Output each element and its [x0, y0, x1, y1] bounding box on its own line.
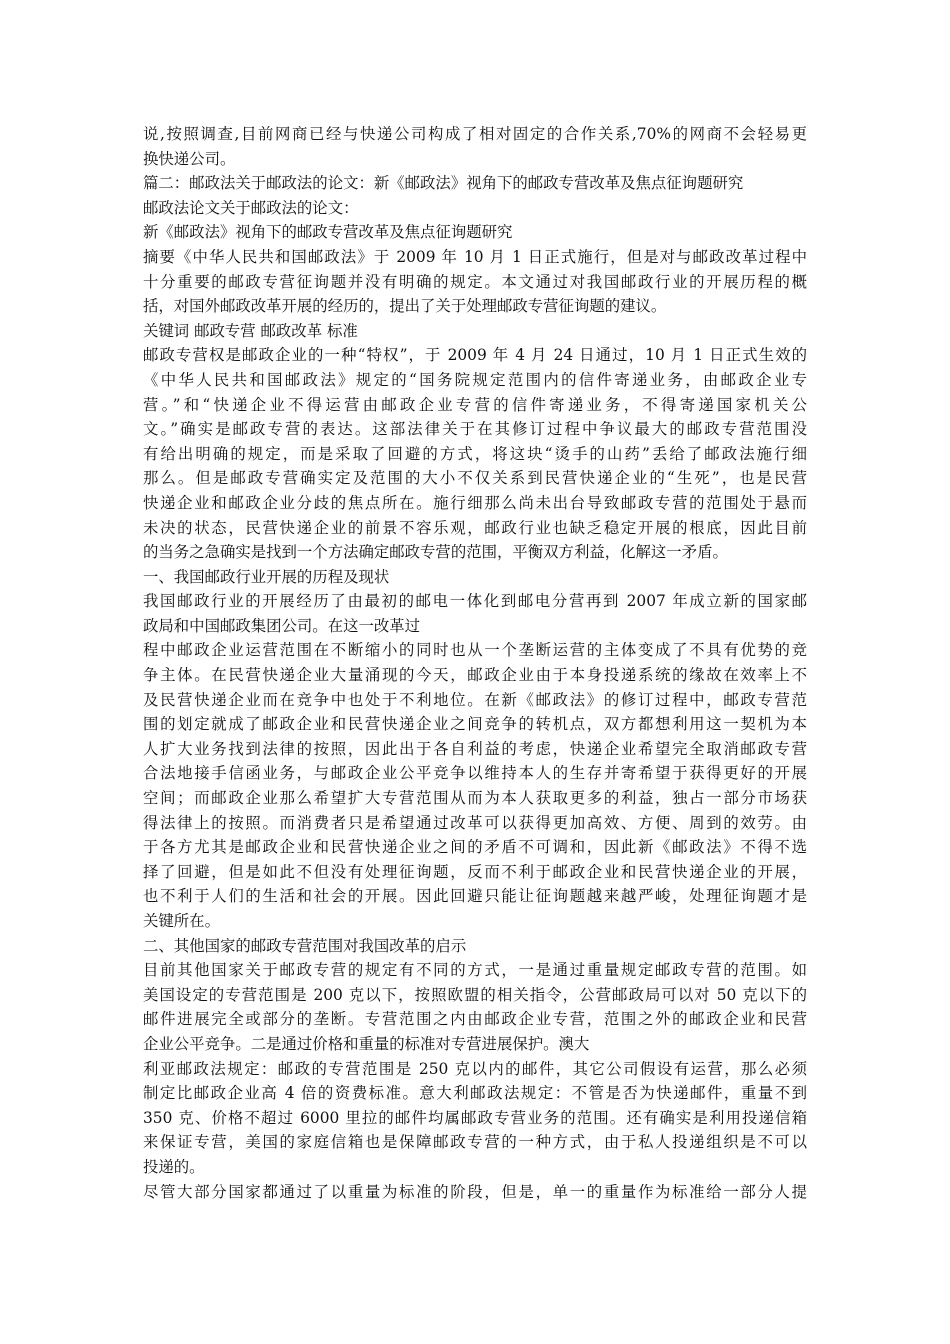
text-line: 围的划定就成了邮政企业和民营快递企业之间竞争的转机点，双方都想利用这一契机为本	[143, 715, 807, 734]
text-line: 十分重要的邮政专营征询题并没有明确的规定。本文通过对我国邮政行业的开展历程的概	[143, 272, 807, 291]
text-line: 有给出明确的规定，而是采取了回避的方式，将这块“烫手的山药”丢给了邮政法施行细	[143, 444, 807, 463]
text-line: 换快递公司。	[143, 149, 236, 168]
text-line: 企业公平竞争。二是通过价格和重量的标准对专营进展保护。澳大	[143, 1034, 590, 1053]
text-line: 尽管大部分国家都通过了以重量为标准的阶段，但是，单一的重量作为标准给一部分人提	[143, 1182, 807, 1201]
text-line: 关键词 邮政专营 邮政改革 标准	[143, 321, 358, 340]
text-line: 二、其他国家的邮政专营范围对我国改革的启示	[143, 936, 467, 955]
text-line: 邮件进展完全或部分的垄断。专营范围之内由邮政企业专营，范围之外的邮政企业和民营	[143, 1010, 807, 1029]
text-line: 文。”确实是邮政专营的表达。这部法律关于在其修订过程中争议最大的邮政专营范围没	[143, 420, 807, 439]
text-line: 及民营快递企业而在竞争中也处于不利地位。在新《邮政法》的修订过程中，邮政专营范	[143, 690, 807, 709]
text-line: 快递企业和邮政企业分歧的焦点所在。施行细那么尚未出台导致邮政专营的范围处于悬而	[143, 493, 807, 512]
text-line: 新《邮政法》视角下的邮政专营改革及焦点征询题研究	[143, 223, 513, 242]
text-line: 说,按照调查,目前网商已经与快递公司构成了相对固定的合作关系,70%的网商不会轻易更	[143, 125, 807, 143]
text-line: 摘要《中华人民共和国邮政法》于 2009 年 10 月 1 日正式施行，但是对与邮政改革过程中	[143, 247, 807, 266]
text-line: 制定比邮政企业高 4 倍的资费标准。意大利邮政法规定：不管是否为快递邮件，重量不到	[143, 1084, 807, 1103]
text-line: 350 克、价格不超过 6000 里拉的邮件均属邮政专营业务的范围。还有确实是利用投递信箱	[143, 1108, 807, 1127]
text-line: 篇二：邮政法关于邮政法的论文：新《邮政法》视角下的邮政专营改革及焦点征询题研究	[143, 174, 744, 193]
text-line: 也不利于人们的生活和社会的开展。因此回避只能让征询题越来越严峻，处理征询题才是	[143, 887, 807, 906]
text-line: 那么。但是邮政专营确实定及范围的大小不仅关系到民营快递企业的“生死”，也是民营	[143, 469, 807, 488]
text-line: 括，对国外邮政改革开展的经历的，提出了关于处理邮政专营征询题的建议。	[143, 297, 667, 316]
text-line: 择了回避，但是如此不但没有处理征询题，反而不利于邮政企业和民营快递企业的开展，	[143, 862, 807, 881]
text-line: 程中邮政企业运营范围在不断缩小的同时也从一个垄断运营的主体变成了不具有优势的竞	[143, 641, 807, 660]
text-line: 空间；而邮政企业那么希望扩大专营范围从而为本人获取更多的利益，独占一部分市场获	[143, 789, 807, 808]
text-line: 邮政专营权是邮政企业的一种“特权”，于 2009 年 4 月 24 日通过，10 月 1 日正式生效的	[143, 346, 807, 365]
text-line: 关键所在。	[143, 912, 220, 930]
text-line: 合法地接手信函业务，与邮政企业公平竞争以维持本人的生存并寄希望于获得更好的开展	[143, 764, 807, 783]
text-line: 来保证专营，美国的家庭信箱也是保障邮政专营的一种方式，由于私人投递组织是不可以	[143, 1133, 807, 1152]
text-line: 于各方尤其是邮政企业和民营快递企业之间的矛盾不可调和，因此新《邮政法》不得不选	[143, 838, 807, 857]
text-line: 未决的状态，民营快递企业的前景不容乐观，邮政行业也缺乏稳定开展的根底，因此目前	[143, 518, 807, 537]
text-line: 营。”和“快递企业不得运营由邮政企业专营的信件寄递业务，不得寄递国家机关公	[143, 395, 807, 414]
text-line: 得法律上的按照。而消费者只是希望通过改革可以获得更加高效、方便、周到的效劳。由	[143, 813, 807, 832]
text-line: 争主体。在民营快递企业大量涌现的今天，邮政企业由于本身投递系统的缘故在效率上不	[143, 666, 807, 685]
text-line: 目前其他国家关于邮政专营的规定有不同的方式，一是通过重量规定邮政专营的范围。如	[143, 961, 807, 980]
text-line: 美国设定的专营范围是 200 克以下，按照欧盟的相关指令，公营邮政局可以对 50 克以下的	[143, 985, 807, 1004]
text-line: 邮政法论文关于邮政法的论文：	[143, 198, 359, 217]
text-line: 投递的。	[143, 1157, 205, 1176]
text-line: 《中华人民共和国邮政法》规定的“国务院规定范围内的信件寄递业务，由邮政企业专	[143, 370, 807, 389]
text-line: 政局和中国邮政集团公司。在这一改革过	[143, 616, 421, 635]
document-body	[143, 122, 807, 1204]
text-line: 一、我国邮政行业开展的历程及现状	[143, 567, 390, 586]
text-line: 的当务之急确实是找到一个方法确定邮政专营的范围，平衡双方利益，化解这一矛盾。	[143, 543, 728, 562]
text-line: 利亚邮政法规定：邮政的专营范围是 250 克以内的邮件，其它公司假设有运营，那么必须	[143, 1059, 807, 1078]
text-line: 我国邮政行业的开展经历了由最初的邮电一体化到邮电分营再到 2007 年成立新的国家邮	[143, 592, 807, 611]
text-line: 人扩大业务找到法律的按照，因此出于各自利益的考虑，快递企业希望完全取消邮政专营	[143, 739, 807, 758]
